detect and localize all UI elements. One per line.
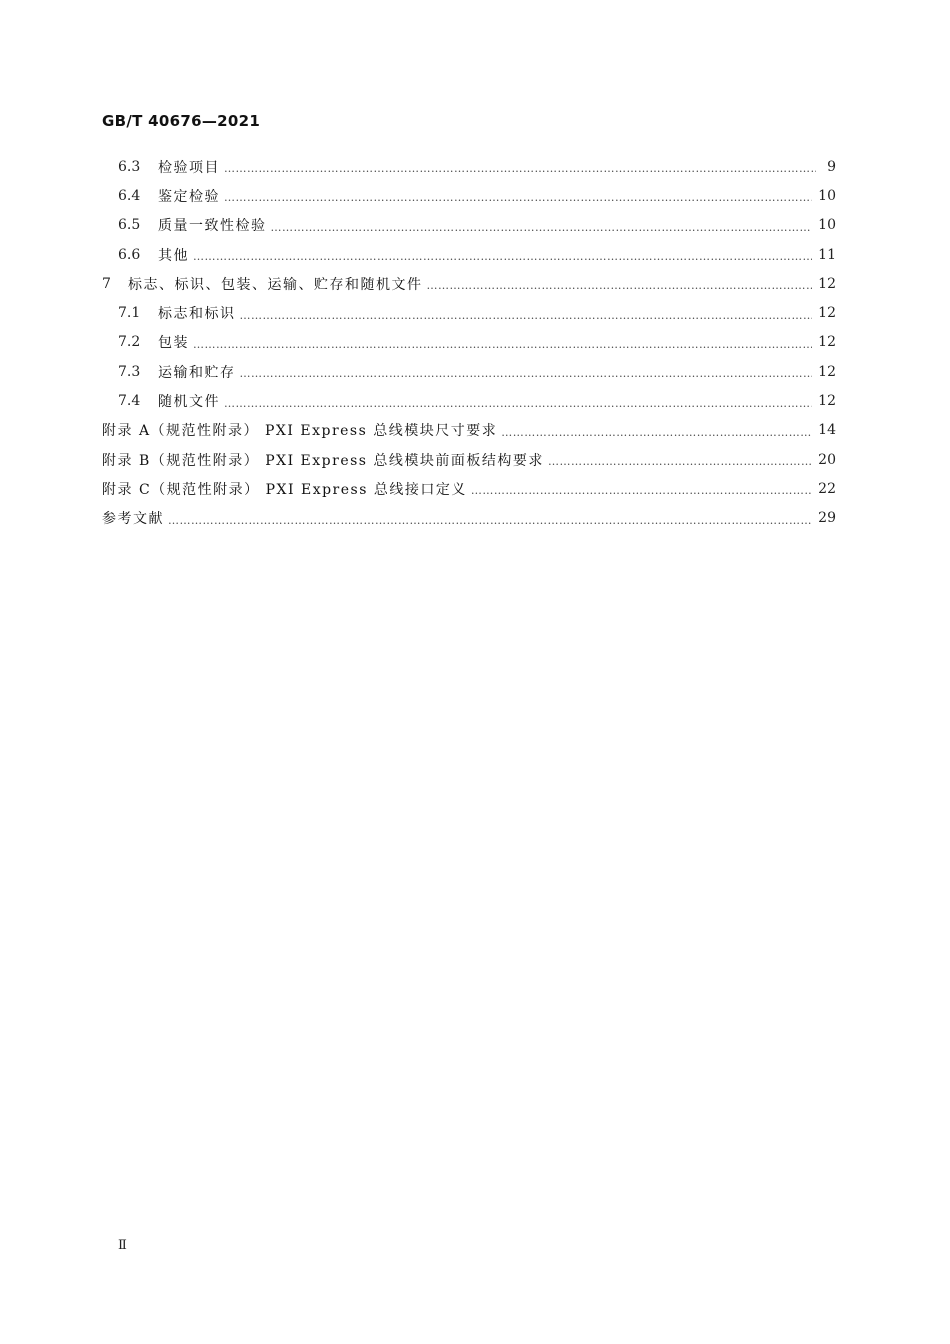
toc-entry-title: 标志、标识、包装、运输、贮存和随机文件 [128,276,423,293]
toc-entry-appendix-c[interactable] [102,474,836,503]
page-number: Ⅱ [118,1238,127,1253]
toc-entry-page: 14 [818,422,836,439]
table-of-contents [102,152,836,533]
toc-entry-title: 其他 [158,247,189,264]
toc-entry-number: 6.5 [118,217,141,234]
toc-entry-6-6[interactable] [102,240,836,269]
toc-entry-number: 7.1 [118,305,141,322]
toc-leader-dots [501,427,812,438]
toc-entry-7-1[interactable] [102,298,836,327]
toc-entry-title: 附录 B（规范性附录） PXI Express 总线模块前面板结构要求 [102,452,544,469]
toc-entry-number: 7 [102,275,111,292]
toc-entry-title: 随机文件 [158,394,220,411]
toc-leader-dots [168,515,812,526]
toc-entry-page: 10 [818,217,836,234]
toc-entry-title: 包装 [158,335,189,352]
toc-entry-title: 鉴定检验 [158,188,220,205]
toc-entry-6-4[interactable] [102,181,836,210]
toc-entry-7-2[interactable] [102,328,836,357]
toc-entry-page: 12 [818,334,836,351]
toc-entry-title: 标志和标识 [158,306,236,323]
toc-entry-page: 12 [818,275,836,292]
toc-leader-dots [193,251,812,262]
toc-entry-page: 12 [818,363,836,380]
toc-leader-dots [471,485,812,496]
toc-leader-dots [224,398,812,409]
toc-entry-number: 7.2 [118,334,141,351]
toc-leader-dots [224,163,816,174]
toc-entry-number: 6.6 [118,246,141,263]
toc-entry-page: 20 [818,451,836,468]
toc-entry-7-3[interactable] [102,357,836,386]
toc-entry-appendix-b[interactable] [102,445,836,474]
toc-leader-dots [240,368,813,379]
toc-entry-number: 7.4 [118,393,141,410]
toc-entry-page: 11 [818,246,836,263]
toc-leader-dots [193,339,812,350]
toc-entry-7-4[interactable] [102,386,836,415]
toc-entry-page: 12 [818,393,836,410]
toc-entry-page: 9 [827,158,836,175]
toc-leader-dots [271,222,813,233]
toc-leader-dots [427,280,813,291]
toc-entry-page: 29 [818,510,836,527]
toc-entry-6-5[interactable] [102,211,836,240]
toc-leader-dots [548,456,812,467]
toc-entry-appendix-a[interactable] [102,416,836,445]
toc-entry-page: 12 [818,305,836,322]
toc-entry-title: 附录 C（规范性附录） PXI Express 总线接口定义 [102,481,467,498]
toc-entry-title: 参考文献 [102,511,164,528]
toc-entry-6-3[interactable] [102,152,836,181]
toc-entry-title: 质量一致性检验 [158,218,267,235]
toc-entry-title: 检验项目 [158,159,220,176]
toc-entry-number: 6.4 [118,187,141,204]
document-code: GB/T 40676—2021 [102,112,261,130]
toc-entry-title: 运输和贮存 [158,364,236,381]
toc-leader-dots [224,192,812,203]
toc-entry-7[interactable] [102,269,836,298]
toc-entry-page: 10 [818,187,836,204]
toc-entry-page: 22 [818,480,836,497]
toc-leader-dots [240,310,813,321]
toc-entry-references[interactable] [102,504,836,533]
toc-entry-number: 6.3 [118,158,141,175]
toc-entry-title: 附录 A（规范性附录） PXI Express 总线模块尺寸要求 [102,423,498,440]
toc-entry-number: 7.3 [118,363,141,380]
